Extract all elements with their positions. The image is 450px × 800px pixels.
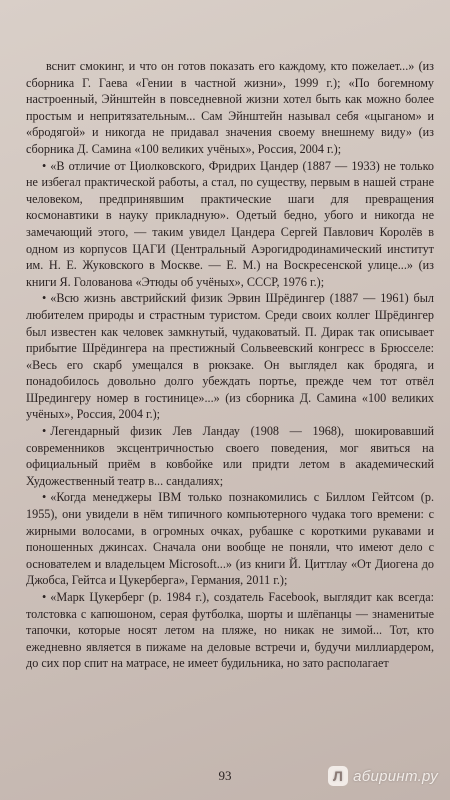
page-text: [26, 58, 434, 672]
paragraph-text: «Всю жизнь австрийский физик Эрвин Шрёдингер (1887 — 1961) был любителем природы и страстным туристом. Среди своих коллег Шрёдингер был известен как человек замкнутый, чудаковатый. П. Дирак так описывает прибытие Шрёдингера на престижный Сольвеевский конгресс в Брюсселе: «Весь его скарб умещался в рюкзаке. Он выглядел как бродяга, и понадобилось довольно долго убеждать портье, прежде чем тот отвёл Шредингеру номер в гостинице»...» (из сборника Д. Самина «100 великих учёных», Россия, 2004 г.);: [26, 291, 434, 422]
watermark-text: абиринт.ру: [353, 767, 438, 785]
bullet: •: [42, 590, 47, 604]
bullet: •: [42, 490, 47, 505]
watermark: [328, 766, 438, 786]
paragraph-text: «Марк Цукерберг (р. 1984 г.), создатель Facebook, выглядит как всегда: толстовка с капюшоном, серая футболка, шорты и шлёпанцы — знаменитые тапочки, которые носят летом на пляже, но никак не зимой... Тот, кто ежедневно является в пижаме на деловые встречи и, будучи миллиардером, до сих пор спит на матрасе, не имеет будильника, но зато располагает: [26, 590, 434, 671]
bullet: •: [42, 158, 47, 173]
paragraph-einstein: [26, 58, 434, 158]
paragraph-text: «Когда менеджеры IBM только познакомились с Биллом Гейтсом (р. 1955), они увидели в нём типичного компьютерного чудака того времени: с жирными волосами, в огромных очках, рубашке с короткими рукавами и поношенных джинсах. Сначала они вообще не поняли, что имеют дело с основателем и владельцем Microsoft...» (из книги Й. Циттлау «От Диогена до Джобса, Гейтса и Цукерберга», Германия, 2011 г.);: [26, 490, 434, 588]
labirint-logo-icon: Л: [328, 766, 348, 786]
paragraph-tsander: [26, 158, 434, 291]
paragraph-landau: [26, 423, 434, 489]
page-number: 93: [218, 768, 232, 783]
bullet: •: [42, 424, 47, 439]
paragraph-text: Легендарный физик Лев Ландау (1908 — 1968), шокировавший современников эксцентричностью своего поведения, мог явиться на официальный приём в ковбойке или придти летом в академический Художественный театр в... сандалиях;: [26, 424, 434, 488]
paragraph-schrodinger: [26, 290, 434, 423]
bullet: •: [42, 291, 47, 306]
paragraph-text: «В отличие от Циолковского, Фридрих Цандер (1887 — 1933) не только не избегал практической работы, а стал, по существу, первым в нашей стране человеком, предпринявшим практические шаги для превращения космонавтики в науку прикладную». Одетый бедно, убого и никогда не замечающий этого, — таким увидел Цандера Сергей Павлович Королёв в одном из корпусов ЦАГИ (Центральный Аэрогидродинамический институт им. Н. Е. Жуковского в Москве. — Е. М.) на Воскресенской улице...» (из книги Я. Голованова «Этюды об учёных», СССР, 1976 г.);: [26, 158, 434, 289]
paragraph-gates: [26, 489, 434, 589]
paragraph-zuckerberg: [26, 589, 434, 672]
paragraph-text: вснит смокинг, и что он готов показать его каждому, кто пожелает...» (из сборника Г. Гаева «Гении в частной жизни», 1999 г.); «По богемному настроенный, Эйнштейн в повседневной жизни хотел быть как можно более простым и непритязательным... Сам Эйнштейн называл себя «цыганом» и «бродягой» и никогда не придавал значения своему внешнему виду» (из сборника Д. Самина «100 великих учёных», Россия, 2004 г.);: [26, 59, 434, 156]
